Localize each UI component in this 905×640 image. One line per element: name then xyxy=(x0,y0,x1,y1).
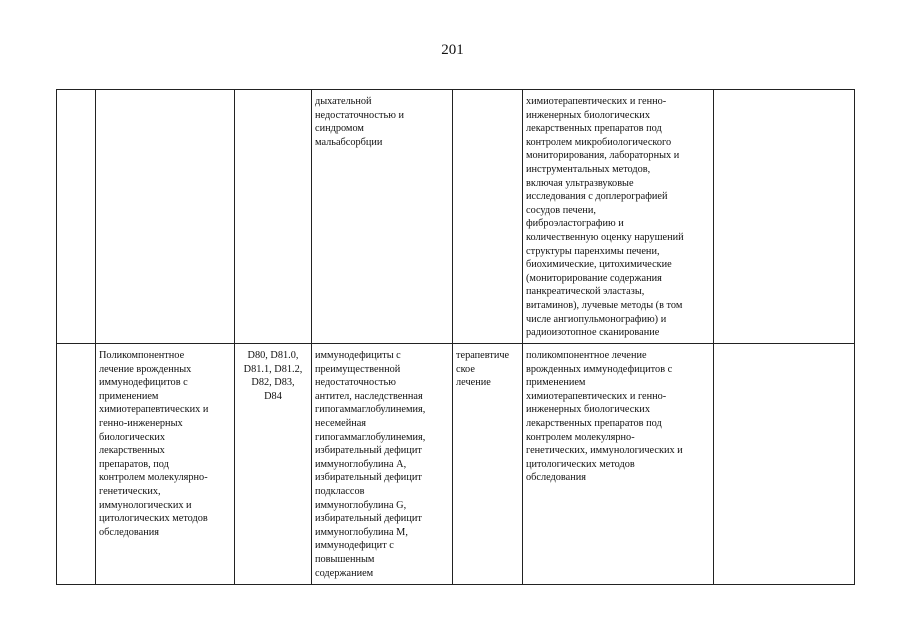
table-row xyxy=(57,90,855,344)
cell-treatment-type xyxy=(453,90,523,344)
cell-patient-model: иммунодефициты с преимущественной недостаточностью антител, наследственная гипогаммаглобулинемия, несемейная гипогаммаглобулинемия, избирательный дефицит иммуноглобулина A, избирательный дефицит подклассов иммуноглобулина G, избирательный дефицит иммуноглобулина M, иммунодефицит с повышенным содержанием xyxy=(312,344,453,585)
cell-treatment-type: терапевтиче ское лечение xyxy=(453,344,523,585)
medical-care-table xyxy=(56,89,855,585)
cell-cost xyxy=(714,90,855,344)
cell-number xyxy=(57,90,96,344)
cell-cost xyxy=(714,344,855,585)
cell-patient-model: дыхательной недостаточностью и синдромом мальабсорбции xyxy=(312,90,453,344)
cell-icd-codes: D80, D81.0, D81.1, D81.2, D82, D83, D84 xyxy=(235,344,312,585)
cell-treatment-method: химиотерапевтических и генно- инженерных биологических лекарственных препаратов под контролем микробиологического мониторирования, лабораторных и инструментальных методов, включая ультразвуковые исследования с доплерографией сосудов печени, фиброэластографию и количественную оценку нарушений структуры паренхимы печени, биохимические, цитохимические (мониторирование содержания панкреатической эластазы, витаминов), лучевые методы (в том числе ангиопульмонографию) и радиоизотопное сканирование xyxy=(523,90,714,344)
table-row xyxy=(57,344,855,585)
cell-care-name: Поликомпонентное лечение врожденных иммунодефицитов с применением химиотерапевтических и генно-инженерных биологических лекарственных препаратов, под контролем молекулярно- генетических, иммунологических и цитологических методов обследования xyxy=(96,344,235,585)
cell-treatment-method: поликомпонентное лечение врожденных иммунодефицитов с применением химиотерапевтических и генно- инженерных биологических лекарственных препаратов под контролем молекулярно- генетических, иммунологических и цитологических методов обследования xyxy=(523,344,714,585)
cell-number xyxy=(57,344,96,585)
cell-care-name xyxy=(96,90,235,344)
page-number: 201 xyxy=(441,42,464,58)
cell-icd-codes xyxy=(235,90,312,344)
